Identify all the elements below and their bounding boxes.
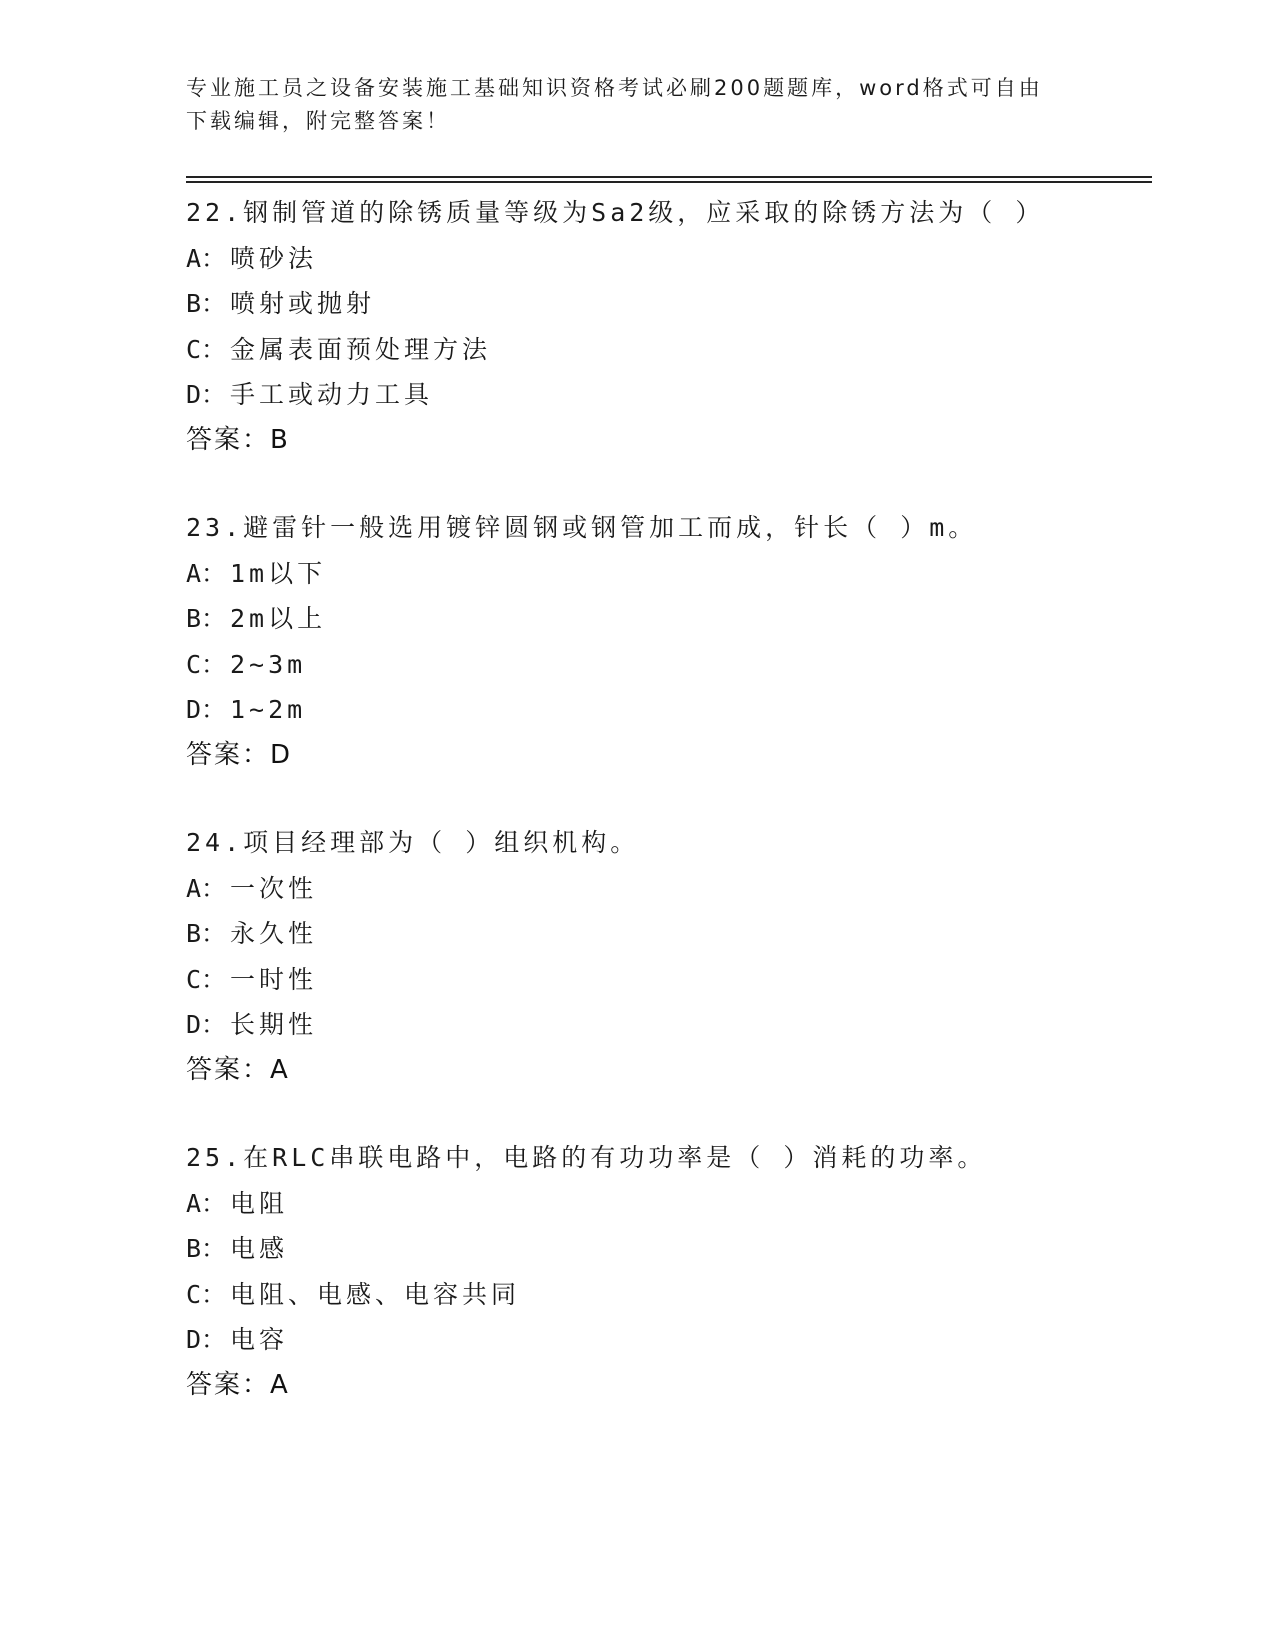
option-key: D： — [186, 695, 227, 724]
option-b — [186, 596, 1152, 642]
option-c — [186, 327, 1152, 373]
option-text: 1~2m — [230, 695, 307, 724]
option-key: D： — [186, 380, 227, 409]
option-text: 一时性 — [230, 964, 318, 994]
option-text: 2m以上 — [230, 604, 327, 633]
option-a — [186, 236, 1152, 282]
question-stem: 23.避雷针一般选用镀锌圆钢或钢管加工而成，针长（ ）m。 — [186, 513, 978, 542]
option-text: 喷射或抛射 — [230, 289, 376, 318]
question-24 — [186, 820, 1152, 1093]
option-key: A： — [186, 243, 227, 273]
answer: 答案：B — [186, 424, 290, 455]
header-divider-top — [186, 176, 1152, 178]
option-d — [186, 687, 1152, 733]
question-23 — [186, 505, 1152, 778]
question-stem: 24.项目经理部为（ ）组织机构。 — [186, 828, 640, 857]
option-key: B： — [186, 1234, 227, 1263]
option-text: 金属表面预处理方法 — [230, 334, 492, 364]
option-b — [186, 911, 1152, 957]
option-key: B： — [186, 919, 227, 948]
header-divider-bottom — [186, 181, 1152, 183]
document-header — [186, 72, 1066, 138]
option-a — [186, 866, 1152, 912]
option-c — [186, 1272, 1152, 1318]
option-text: 永久性 — [230, 919, 318, 948]
question-stem: 22.钢制管道的除锈质量等级为Sa2级，应采取的除锈方法为（ ） — [186, 198, 1045, 227]
option-text: 电阻 — [230, 1188, 289, 1218]
option-d — [186, 1002, 1152, 1048]
option-text: 电感 — [230, 1234, 289, 1263]
option-key: D： — [186, 1325, 227, 1354]
option-key: C： — [186, 964, 227, 994]
option-text: 喷砂法 — [230, 243, 318, 273]
answer: 答案：D — [186, 739, 293, 770]
option-d — [186, 372, 1152, 418]
option-key: B： — [186, 289, 227, 318]
option-key: C： — [186, 1279, 227, 1309]
option-text: 2~3m — [230, 649, 307, 679]
option-key: C： — [186, 334, 227, 364]
option-text: 电容 — [230, 1325, 289, 1354]
option-text: 1m以下 — [230, 558, 327, 588]
option-text: 一次性 — [230, 873, 318, 903]
question-stem: 25.在RLC串联电路中，电路的有功功率是（ ）消耗的功率。 — [186, 1143, 987, 1172]
option-key: A： — [186, 873, 227, 903]
option-a — [186, 1181, 1152, 1227]
question-list — [186, 190, 1152, 1450]
header-line-1: 专业施工员之设备安装施工基础知识资格考试必刷200题题库，word格式可自由 — [186, 76, 1043, 100]
answer: 答案：A — [186, 1369, 290, 1400]
option-key: C： — [186, 649, 227, 679]
option-key: A： — [186, 558, 227, 588]
option-c — [186, 642, 1152, 688]
option-key: B： — [186, 604, 227, 633]
option-a — [186, 551, 1152, 597]
option-text: 手工或动力工具 — [230, 380, 434, 409]
question-25 — [186, 1135, 1152, 1408]
option-c — [186, 957, 1152, 1003]
header-line-2: 下载编辑，附完整答案！ — [186, 109, 450, 133]
option-b — [186, 1226, 1152, 1272]
option-text: 电阻、电感、电容共同 — [230, 1279, 521, 1309]
option-key: D： — [186, 1010, 227, 1039]
option-d — [186, 1317, 1152, 1363]
question-22 — [186, 190, 1152, 463]
option-b — [186, 281, 1152, 327]
option-key: A： — [186, 1188, 227, 1218]
option-text: 长期性 — [230, 1010, 318, 1039]
answer: 答案：A — [186, 1054, 290, 1085]
